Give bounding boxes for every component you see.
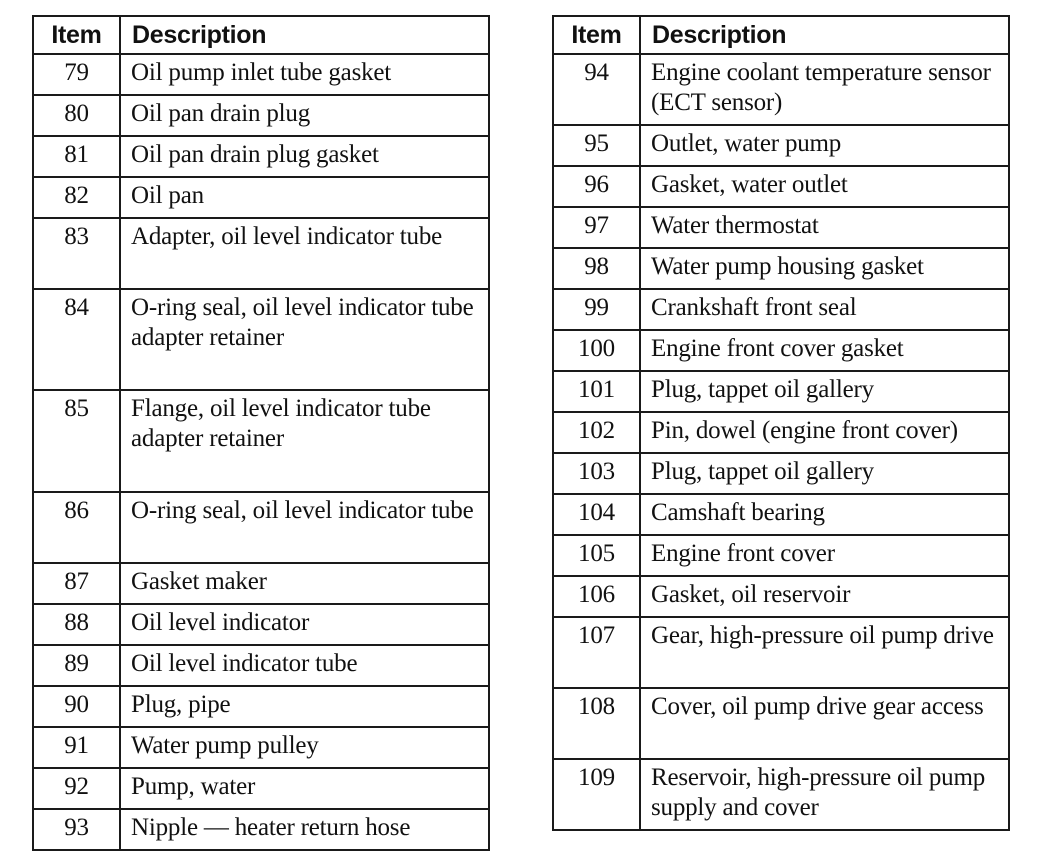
item-number: 100 bbox=[553, 330, 640, 371]
item-description: Engine front cover bbox=[640, 535, 1009, 576]
table-row bbox=[33, 563, 489, 604]
item-description: Pin, dowel (engine front cover) bbox=[640, 412, 1009, 453]
item-number: 93 bbox=[33, 809, 120, 850]
item-number: 82 bbox=[33, 177, 120, 218]
item-number: 94 bbox=[553, 54, 640, 125]
item-description: Oil level indicator bbox=[120, 604, 489, 645]
item-description: Camshaft bearing bbox=[640, 494, 1009, 535]
table-row bbox=[553, 759, 1009, 830]
item-description: Gasket, oil reservoir bbox=[640, 576, 1009, 617]
table-row bbox=[553, 248, 1009, 289]
item-description: Reservoir, high-pressure oil pump supply and cover bbox=[640, 759, 1009, 830]
table-row bbox=[33, 95, 489, 136]
table-row bbox=[553, 576, 1009, 617]
item-description: Gasket maker bbox=[120, 563, 489, 604]
table-header-row bbox=[553, 16, 1009, 54]
item-description: Flange, oil level indicator tube adapter retainer bbox=[120, 390, 489, 492]
item-description: Cover, oil pump drive gear access bbox=[640, 688, 1009, 759]
item-number: 79 bbox=[33, 54, 120, 95]
item-number: 104 bbox=[553, 494, 640, 535]
item-description: O-ring seal, oil level indicator tube adapter retainer bbox=[120, 289, 489, 390]
item-description: Oil pan drain plug bbox=[120, 95, 489, 136]
parts-table-left bbox=[32, 15, 490, 851]
item-description: Water pump pulley bbox=[120, 727, 489, 768]
table-row bbox=[33, 645, 489, 686]
table-row bbox=[553, 688, 1009, 759]
item-number: 84 bbox=[33, 289, 120, 390]
column-header-item: Item bbox=[553, 16, 640, 54]
item-description: Gear, high-pressure oil pump drive bbox=[640, 617, 1009, 688]
table-row bbox=[33, 604, 489, 645]
item-description: Pump, water bbox=[120, 768, 489, 809]
item-number: 106 bbox=[553, 576, 640, 617]
table-row bbox=[553, 617, 1009, 688]
table-row bbox=[553, 207, 1009, 248]
item-description: Outlet, water pump bbox=[640, 125, 1009, 166]
item-description: Engine front cover gasket bbox=[640, 330, 1009, 371]
table-row bbox=[33, 177, 489, 218]
item-description: Plug, tappet oil gallery bbox=[640, 371, 1009, 412]
item-description: Oil pump inlet tube gasket bbox=[120, 54, 489, 95]
table-row bbox=[553, 494, 1009, 535]
table-row bbox=[33, 768, 489, 809]
table-row bbox=[33, 686, 489, 727]
item-number: 102 bbox=[553, 412, 640, 453]
item-number: 98 bbox=[553, 248, 640, 289]
parts-table-right bbox=[552, 15, 1010, 831]
table-row bbox=[33, 492, 489, 563]
table-row bbox=[553, 166, 1009, 207]
table-row bbox=[553, 371, 1009, 412]
table-row bbox=[33, 727, 489, 768]
column-header-description: Description bbox=[640, 16, 1009, 54]
item-description: Oil pan drain plug gasket bbox=[120, 136, 489, 177]
table-row bbox=[553, 412, 1009, 453]
item-description: Adapter, oil level indicator tube bbox=[120, 218, 489, 289]
item-number: 96 bbox=[553, 166, 640, 207]
table-row bbox=[33, 809, 489, 850]
item-description: O-ring seal, oil level indicator tube bbox=[120, 492, 489, 563]
item-description: Engine coolant temperature sensor (ECT sensor) bbox=[640, 54, 1009, 125]
item-description: Gasket, water outlet bbox=[640, 166, 1009, 207]
item-number: 97 bbox=[553, 207, 640, 248]
item-description: Crankshaft front seal bbox=[640, 289, 1009, 330]
item-description: Plug, tappet oil gallery bbox=[640, 453, 1009, 494]
item-number: 105 bbox=[553, 535, 640, 576]
table-row bbox=[553, 330, 1009, 371]
item-description: Water pump housing gasket bbox=[640, 248, 1009, 289]
item-number: 109 bbox=[553, 759, 640, 830]
item-number: 88 bbox=[33, 604, 120, 645]
item-number: 83 bbox=[33, 218, 120, 289]
item-description: Nipple — heater return hose bbox=[120, 809, 489, 850]
table-row bbox=[553, 535, 1009, 576]
table-header-row bbox=[33, 16, 489, 54]
item-number: 80 bbox=[33, 95, 120, 136]
item-number: 108 bbox=[553, 688, 640, 759]
table-row bbox=[553, 125, 1009, 166]
column-header-description: Description bbox=[120, 16, 489, 54]
item-number: 87 bbox=[33, 563, 120, 604]
item-number: 81 bbox=[33, 136, 120, 177]
item-number: 101 bbox=[553, 371, 640, 412]
table-row bbox=[33, 136, 489, 177]
item-number: 103 bbox=[553, 453, 640, 494]
item-number: 95 bbox=[553, 125, 640, 166]
item-number: 92 bbox=[33, 768, 120, 809]
item-number: 85 bbox=[33, 390, 120, 492]
table-row bbox=[553, 54, 1009, 125]
item-description: Oil pan bbox=[120, 177, 489, 218]
item-number: 91 bbox=[33, 727, 120, 768]
table-row bbox=[553, 453, 1009, 494]
item-description: Water thermostat bbox=[640, 207, 1009, 248]
item-description: Plug, pipe bbox=[120, 686, 489, 727]
table-row bbox=[33, 289, 489, 390]
item-number: 86 bbox=[33, 492, 120, 563]
item-number: 89 bbox=[33, 645, 120, 686]
table-row bbox=[33, 390, 489, 492]
item-number: 99 bbox=[553, 289, 640, 330]
item-number: 90 bbox=[33, 686, 120, 727]
column-header-item: Item bbox=[33, 16, 120, 54]
item-number: 107 bbox=[553, 617, 640, 688]
table-row bbox=[553, 289, 1009, 330]
table-row bbox=[33, 54, 489, 95]
table-row bbox=[33, 218, 489, 289]
item-description: Oil level indicator tube bbox=[120, 645, 489, 686]
